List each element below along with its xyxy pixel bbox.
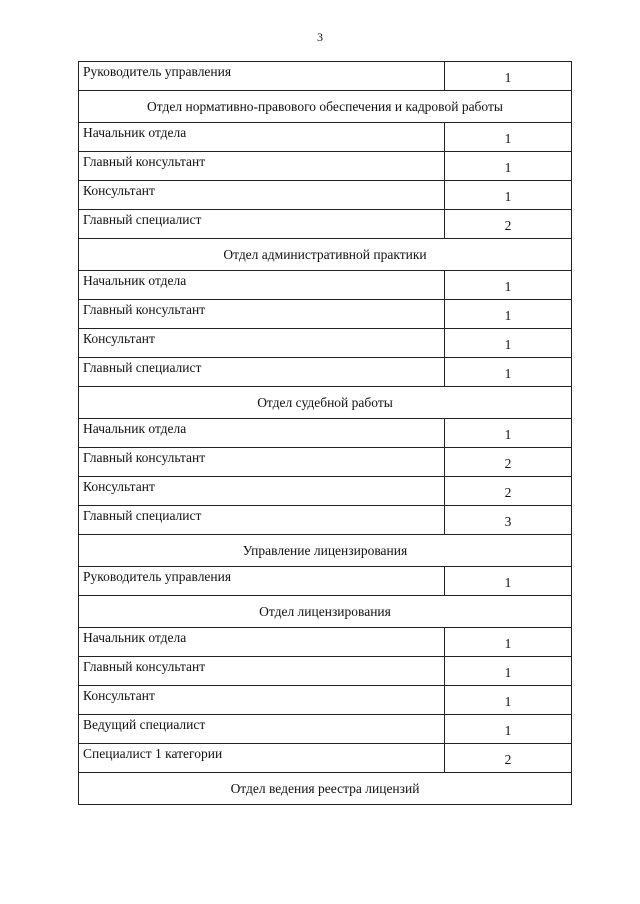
table-row	[79, 210, 572, 239]
table-row	[79, 506, 572, 535]
table-row	[79, 329, 572, 358]
position-title: Главный консультант	[79, 657, 445, 686]
section-header-row	[79, 596, 572, 628]
table-row	[79, 358, 572, 387]
table-row	[79, 567, 572, 596]
table-row	[79, 271, 572, 300]
position-title: Главный консультант	[79, 300, 445, 329]
position-count: 2	[445, 210, 572, 239]
position-title: Главный консультант	[79, 152, 445, 181]
position-count: 2	[445, 448, 572, 477]
table-row	[79, 657, 572, 686]
table-row	[79, 181, 572, 210]
table-row	[79, 715, 572, 744]
position-title: Консультант	[79, 686, 445, 715]
section-title: Отдел административной практики	[79, 239, 572, 271]
table-row	[79, 62, 572, 91]
position-title: Главный консультант	[79, 448, 445, 477]
position-title: Консультант	[79, 329, 445, 358]
section-header-row	[79, 387, 572, 419]
section-header-row	[79, 239, 572, 271]
position-count: 1	[445, 300, 572, 329]
position-count: 1	[445, 419, 572, 448]
table-row	[79, 448, 572, 477]
position-count: 3	[445, 506, 572, 535]
section-title: Отдел судебной работы	[79, 387, 572, 419]
position-count: 1	[445, 62, 572, 91]
staffing-table-body	[79, 62, 572, 805]
position-title: Специалист 1 категории	[79, 744, 445, 773]
position-title: Главный специалист	[79, 358, 445, 387]
section-title: Отдел ведения реестра лицензий	[79, 773, 572, 805]
table-row	[79, 152, 572, 181]
table-row	[79, 123, 572, 152]
position-count: 1	[445, 329, 572, 358]
position-count: 1	[445, 715, 572, 744]
position-title: Главный специалист	[79, 506, 445, 535]
position-title: Начальник отдела	[79, 628, 445, 657]
table-row	[79, 477, 572, 506]
position-count: 1	[445, 181, 572, 210]
position-title: Начальник отдела	[79, 123, 445, 152]
position-count: 1	[445, 567, 572, 596]
section-title: Отдел нормативно-правового обеспечения и кадровой работы	[79, 91, 572, 123]
position-count: 1	[445, 657, 572, 686]
position-title: Начальник отдела	[79, 271, 445, 300]
position-count: 2	[445, 744, 572, 773]
section-header-row	[79, 91, 572, 123]
position-count: 1	[445, 358, 572, 387]
staffing-table	[78, 61, 572, 805]
position-count: 1	[445, 686, 572, 715]
section-title: Отдел лицензирования	[79, 596, 572, 628]
position-title: Консультант	[79, 181, 445, 210]
section-header-row	[79, 535, 572, 567]
table-row	[79, 686, 572, 715]
position-title: Руководитель управления	[79, 62, 445, 91]
position-count: 1	[445, 271, 572, 300]
position-title: Главный специалист	[79, 210, 445, 239]
position-title: Руководитель управления	[79, 567, 445, 596]
table-row	[79, 744, 572, 773]
position-count: 2	[445, 477, 572, 506]
table-row	[79, 628, 572, 657]
page-number: 3	[317, 30, 323, 44]
position-title: Консультант	[79, 477, 445, 506]
position-title: Начальник отдела	[79, 419, 445, 448]
position-count: 1	[445, 152, 572, 181]
table-row	[79, 300, 572, 329]
position-count: 1	[445, 123, 572, 152]
position-count: 1	[445, 628, 572, 657]
section-title: Управление лицензирования	[79, 535, 572, 567]
position-title: Ведущий специалист	[79, 715, 445, 744]
table-row	[79, 419, 572, 448]
section-header-row	[79, 773, 572, 805]
